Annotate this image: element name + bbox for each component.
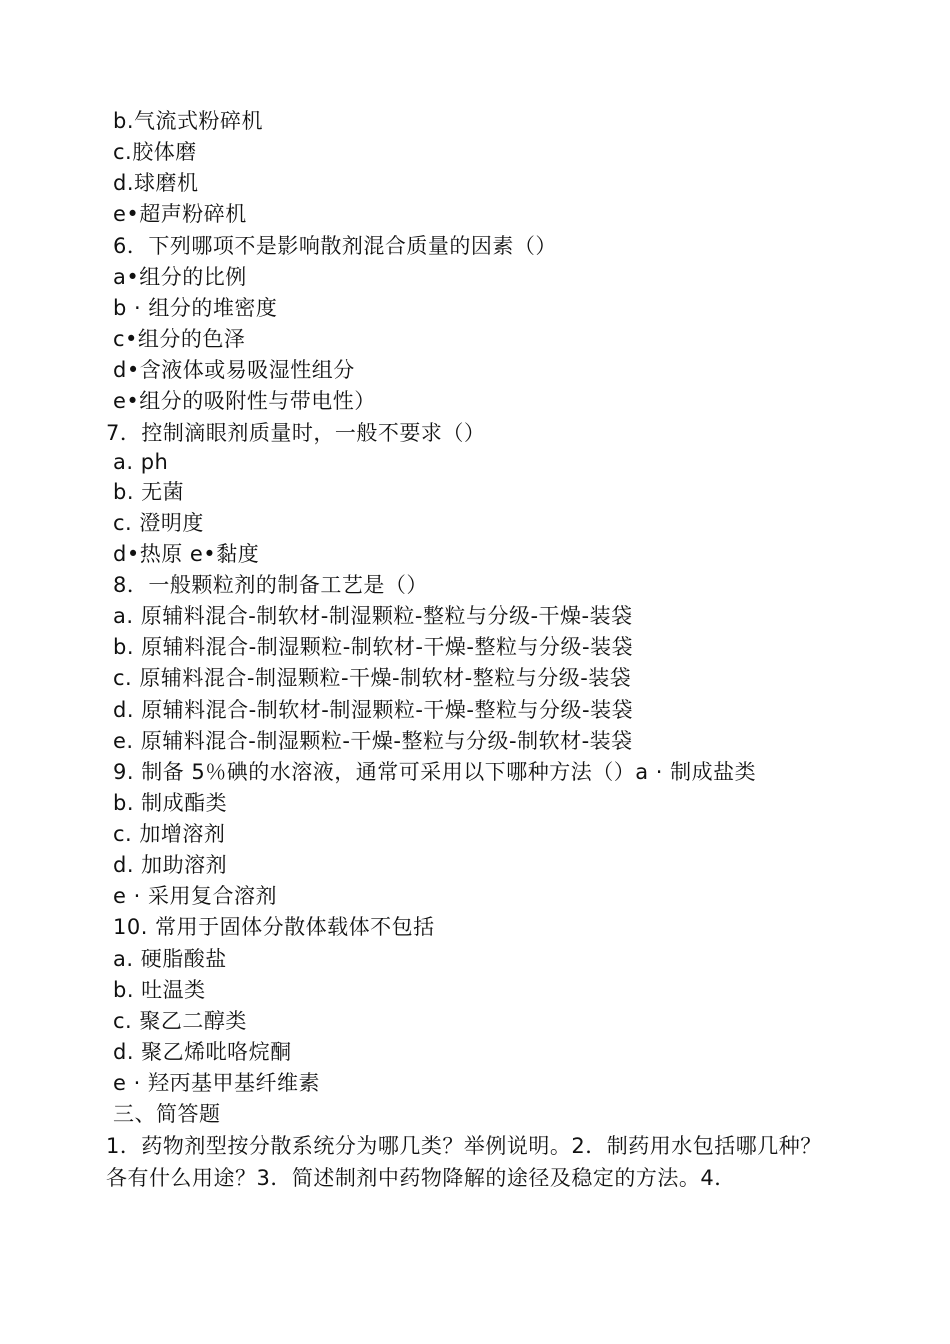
q10-option-c: c. 聚乙二醇类	[113, 1009, 247, 1033]
q9-option-d: d. 加助溶剂	[113, 853, 228, 877]
question-9: 9. 制备 5％碘的水溶液，通常可采用以下哪种方法（）a · 制成盐类	[113, 760, 757, 784]
q8-option-d: d. 原辅料混合-制软材-制湿颗粒-干燥-整粒与分级-装袋	[113, 698, 634, 722]
q9-option-c: c. 加增溶剂	[113, 822, 226, 846]
section-heading-short-answer: 三、简答题	[113, 1102, 221, 1126]
option-c-colloid-mill: c.胶体磨	[113, 140, 197, 164]
q10-option-a: a. 硬脂酸盐	[113, 947, 227, 971]
question-7: 7．控制滴眼剂质量时，一般不要求（）	[106, 421, 486, 445]
option-b-airflow-mill: b.气流式粉碎机	[113, 109, 264, 133]
q7-option-a: a. ph	[113, 450, 169, 474]
q8-option-c: c. 原辅料混合-制湿颗粒-干燥-制软材-整粒与分级-装袋	[113, 666, 632, 690]
q8-option-b: b. 原辅料混合-制湿颗粒-制软材-干燥-整粒与分级-装袋	[113, 635, 634, 659]
q10-option-d: d. 聚乙烯吡咯烷酮	[113, 1040, 292, 1064]
q7-option-b: b. 无菌	[113, 480, 185, 504]
q9-option-e: e · 采用复合溶剂	[113, 884, 277, 908]
question-6: 6．下列哪项不是影响散剂混合质量的因素（）	[113, 234, 557, 258]
option-e-ultrasonic-mill: e•超声粉碎机	[113, 202, 247, 226]
question-10: 10. 常用于固体分散体载体不包括	[113, 915, 435, 939]
q6-option-e: e•组分的吸附性与带电性）	[113, 389, 376, 413]
q10-option-e: e · 羟丙基甲基纤维素	[113, 1071, 320, 1095]
q8-option-e: e. 原辅料混合-制湿颗粒-干燥-整粒与分级-制软材-装袋	[113, 729, 633, 753]
q7-option-d-e: d•热原 e•黏度	[113, 542, 260, 566]
option-d-ball-mill: d.球磨机	[113, 171, 199, 195]
q6-option-a: a•组分的比例	[113, 265, 247, 289]
q7-option-c: c. 澄明度	[113, 511, 204, 535]
q8-option-a: a. 原辅料混合-制软材-制湿颗粒-整粒与分级-干燥-装袋	[113, 604, 633, 628]
q6-option-c: c•组分的色泽	[113, 327, 246, 351]
q9-option-b: b. 制成酯类	[113, 791, 228, 815]
question-8: 8．一般颗粒剂的制备工艺是（）	[113, 573, 428, 597]
short-answer-questions: 1．药物剂型按分散系统分为哪几类？举例说明。2．制药用水包括哪几种？各有什么用途？3．简述制剂中药物降解的途径及稳定的方法。4．	[106, 1134, 822, 1190]
q10-option-b: b. 吐温类	[113, 978, 206, 1002]
q6-option-d: d•含液体或易吸湿性组分	[113, 358, 355, 382]
q6-option-b: b · 组分的堆密度	[113, 296, 278, 320]
